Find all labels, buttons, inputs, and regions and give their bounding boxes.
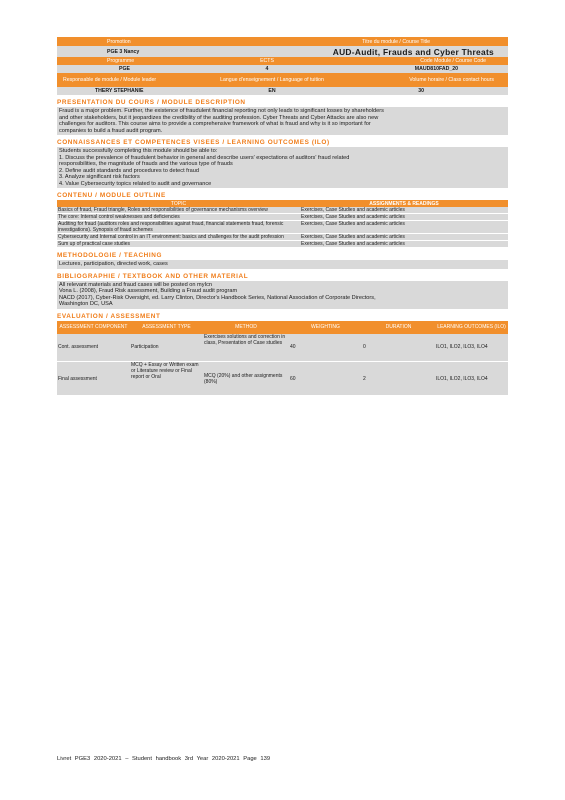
assessment-table xyxy=(57,321,508,397)
bibliography-line: All relevant materials and fraud cases will be posted on myIcn xyxy=(59,281,212,288)
responsable-label: Responsable de module / Module leader xyxy=(63,77,157,83)
langue-value: EN xyxy=(268,88,276,94)
presentation-text xyxy=(57,107,508,135)
assign-cell: Exercises, Case Studies and academic articles xyxy=(300,207,508,214)
evaluation-title: EVALUATION / ASSESSMENT xyxy=(57,312,161,320)
ects-label: ECTS xyxy=(260,58,274,64)
eval-header: LEARNING OUTCOMES (ILO) xyxy=(435,321,508,334)
presentation-line: challenges for auditors. This course aims to provide a comprehensive framework of what is fraud and why is it so important for xyxy=(59,121,371,127)
methodology-text xyxy=(57,260,508,269)
programme-value: PGE xyxy=(119,66,130,72)
topic-cell: Auditing for fraud (auditors roles and responsibilities against fraud, financial statements fraud, forensic investigations). Synopsis of fraud schemes xyxy=(57,221,300,234)
method-cell: MCQ (20%) and other assignments (80%) xyxy=(203,362,289,396)
topic-header: TOPIC xyxy=(57,200,300,207)
header-row-3 xyxy=(57,57,508,65)
type-cell: Participation xyxy=(130,334,203,362)
header-row-2 xyxy=(57,46,508,57)
assign-cell: Exercises, Case Studies and academic articles xyxy=(300,241,508,248)
weighting-cell: 40 xyxy=(289,334,362,362)
eval-header: DURATION xyxy=(362,321,435,334)
presentation-line: and other stakeholders, but it jeopardizes the credibility of the auditing profession. Cyber Threats and Cyber Attacks are also new xyxy=(59,114,379,121)
code-label: Code Module / Course Code xyxy=(420,58,486,64)
presentation-line: Fraud is a major problem. Further, the existence of fraudulent financial reporting not only leads to significant losses by shareholders xyxy=(59,108,384,114)
bibliography-line: Washington DC, USA xyxy=(59,301,113,307)
outcomes-title: CONNAISSANCES ET COMPETENCES VISEES / LEARNING OUTCOMES (ILO) xyxy=(57,139,330,146)
presentation-line: companies to build a fraud audit program. xyxy=(59,127,163,134)
volume-value: 30 xyxy=(418,88,424,94)
outline-table xyxy=(57,200,508,248)
methodology-title: METHODOLOGIE / TEACHING xyxy=(57,252,163,259)
course-page xyxy=(57,37,508,396)
title-label: Titre du module / Course Title xyxy=(362,38,430,45)
langue-label: Langue d'enseignement / Language of tuition xyxy=(220,77,324,83)
weighting-cell: 60 xyxy=(289,362,362,396)
ects-value: 4 xyxy=(265,66,269,72)
table-row xyxy=(57,334,508,362)
component-cell: Cont. assessment xyxy=(57,334,130,362)
assign-cell: Exercises, Case Studies and academic articles xyxy=(300,214,508,221)
content-title: CONTENU / MODULE OUTLINE xyxy=(57,192,166,199)
eval-header: ASSESSMENT TYPE xyxy=(130,321,203,334)
component-cell: Final assessment xyxy=(57,362,130,396)
duration-cell: 0 xyxy=(362,334,435,362)
promotion-value: PGE 3 Nancy xyxy=(107,48,140,55)
topic-cell: Basics of fraud, Fraud triangle, Roles and responsibilities of governance mechanisms overview xyxy=(57,207,300,214)
header-row-1 xyxy=(57,37,508,46)
header-row-6 xyxy=(57,87,508,95)
volume-label: Volume horaire / Class contact hours xyxy=(409,77,494,83)
assign-cell: Exercises, Case Studies and academic articles xyxy=(300,221,508,234)
outcome-line: responsibilities, the magnitude of frauds and the various type of frauds xyxy=(59,161,233,167)
eval-header: WEIGHTING xyxy=(289,321,362,334)
method-cell: Exercises solutions and correction in class, Presentation of Case studies xyxy=(203,334,289,362)
duration-cell: 2 xyxy=(362,362,435,396)
topic-cell: Sum up of practical case studies xyxy=(57,241,300,248)
outcome-line: 4. Value Cybersecurity topics related to audit and governance xyxy=(59,180,212,187)
topic-cell: The core: Internal control weaknesses and deficiencies xyxy=(57,214,300,221)
responsable-value: THERY STEPHANIE xyxy=(95,88,144,94)
course-title: AUD-Audit, Frauds and Cyber Threats xyxy=(332,46,494,57)
table-row xyxy=(57,234,508,241)
header-row-5 xyxy=(57,73,508,87)
table-row xyxy=(57,362,508,396)
eval-header: METHOD xyxy=(203,321,289,334)
methodology-line: Lectures, participation, directed work, cases xyxy=(59,261,168,267)
outcome-line: 1. Discuss the prevalence of fraudulent behavior in general and describe users' expectations of auditors' fraud related xyxy=(59,154,350,161)
ilo-cell: ILO1, ILO2, ILO3, ILO4 xyxy=(435,334,508,362)
bibliography-line: Vona L. (2008), Fraud Risk assessment, Building a Fraud audit program xyxy=(59,288,238,294)
page-footer: Livret PGE3 2020-2021 – Student handbook 3rd Year 2020-2021 Page 139 xyxy=(57,756,271,762)
outcome-line: 2. Define audit standards and procedures to detect fraud xyxy=(59,167,199,174)
presentation-title: PRESENTATION DU COURS / MODULE DESCRIPTION xyxy=(57,99,246,106)
topic-cell: Cybersecurity and Internal control in an IT environment: basics and challenges for the audit profession xyxy=(57,234,300,241)
code-value: MAUD810FAD_20 xyxy=(414,66,458,72)
promotion-label: Promotion xyxy=(107,38,131,45)
bibliography-title: BIBLIOGRAPHIE / TEXTBOOK AND OTHER MATERIAL xyxy=(57,272,249,280)
outcomes-text xyxy=(57,147,508,188)
header-row-4 xyxy=(57,65,508,73)
assign-cell: Exercises, Case Studies and academic articles xyxy=(300,234,508,241)
bibliography-line: NACD (2017), Cyber-Risk Oversight, ed. Larry Clinton, Director's Handbook Series, National Association of Corporate Directors, xyxy=(59,294,376,301)
ilo-cell: ILO1, ILO2, ILO3, ILO4 xyxy=(435,362,508,396)
outcome-line: 3. Analyze significant risk factors xyxy=(59,174,140,180)
outcome-line: Students successfully completing this module should be able to: xyxy=(59,148,218,154)
eval-header: ASSESSMENT COMPONENT xyxy=(57,321,130,334)
assign-header: ASSIGNMENTS & READINGS xyxy=(300,200,508,207)
programme-label: Programme xyxy=(107,58,135,64)
table-row xyxy=(57,221,508,234)
table-row xyxy=(57,241,508,248)
type-cell: MCQ + Essay or Written exam or Literature review or Final report or Oral xyxy=(130,362,203,396)
table-row xyxy=(57,214,508,221)
bibliography-text xyxy=(57,281,508,309)
